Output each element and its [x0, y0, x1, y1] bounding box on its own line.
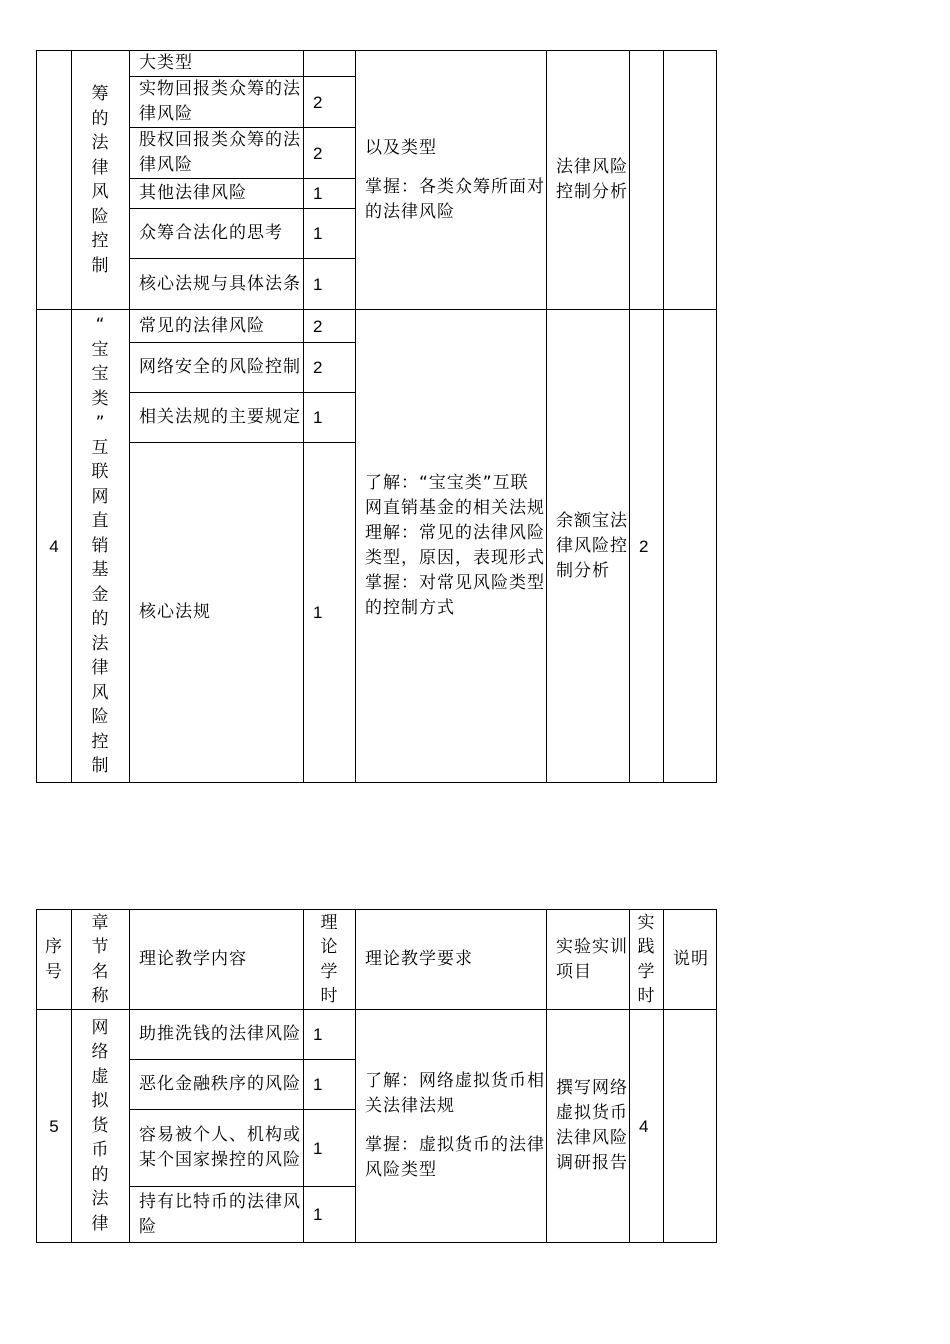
- hours-cell: 2: [304, 128, 356, 179]
- hours-cell: [304, 51, 356, 77]
- header-content: 理论教学内容: [130, 910, 304, 1010]
- content-cell: 相关法规的主要规定: [130, 393, 304, 443]
- requirement-text: 掌握：虚拟货币的法律风险类型: [365, 1135, 545, 1180]
- content-cell: 众筹合法化的思考: [130, 209, 304, 259]
- hours-cell: 1: [304, 1110, 356, 1187]
- header-project: 实验实训项目: [547, 910, 630, 1010]
- content-cell: 持有比特币的法律风险: [130, 1187, 304, 1243]
- project-cell: 撰写网络虚拟货币法律风险调研报告: [547, 1010, 630, 1243]
- practice-hours-cell: 2: [630, 310, 664, 783]
- header-row: [37, 910, 717, 1010]
- content-cell: 核心法规与具体法条: [130, 259, 304, 310]
- content-cell: 容易被个人、机构或某个国家操控的风险: [130, 1110, 304, 1187]
- hours-cell: 1: [304, 1187, 356, 1243]
- practice-hours-cell: 4: [630, 1010, 664, 1243]
- requirement-text: 掌握：各类众筹所面对的法律风险: [365, 176, 545, 222]
- content-cell: 大类型: [130, 51, 304, 77]
- seq-cell: 4: [37, 310, 72, 783]
- note-cell: [664, 51, 717, 310]
- table-row: [37, 1010, 717, 1060]
- content-cell: 恶化金融秩序的风险: [130, 1060, 304, 1110]
- header-hours: 理论学时: [304, 910, 356, 1010]
- hours-cell: 2: [304, 77, 356, 128]
- requirement-text: 以及类型: [365, 137, 437, 158]
- header-seq: 序号: [37, 910, 72, 1010]
- content-cell: 网络安全的风险控制: [130, 343, 304, 393]
- header-practice: 实践学时: [630, 910, 664, 1010]
- header-chapter: 章节名称: [72, 910, 130, 1010]
- note-cell: [664, 1010, 717, 1243]
- requirement-text: 了解：“宝宝类”互联网直销基金的相关法规: [365, 473, 545, 518]
- project-cell: 法律风险控制分析: [547, 51, 630, 310]
- course-table: [36, 909, 717, 1243]
- project-cell: 余额宝法律风险控制分析: [547, 310, 630, 783]
- content-cell: 核心法规: [130, 443, 304, 783]
- content-cell: 常见的法律风险: [130, 310, 304, 343]
- practice-hours-cell: [630, 51, 664, 310]
- hours-cell: 1: [304, 179, 356, 209]
- content-cell: 助推洗钱的法律风险: [130, 1010, 304, 1060]
- hours-cell: 2: [304, 343, 356, 393]
- header-note: 说明: [664, 910, 717, 1010]
- requirement-cell: [356, 1010, 547, 1243]
- hours-cell: 1: [304, 393, 356, 443]
- content-cell: 其他法律风险: [130, 179, 304, 209]
- hours-cell: 1: [304, 1010, 356, 1060]
- requirement-text: 了解：网络虚拟货币相关法律法规: [365, 1071, 545, 1116]
- hours-cell: 1: [304, 1060, 356, 1110]
- chapter-name-cell: 筹的法律风险控制: [72, 51, 130, 310]
- header-requirement: 理论教学要求: [356, 910, 547, 1010]
- hours-cell: 1: [304, 209, 356, 259]
- chapter-name-cell: 网络虚拟货币的法律: [72, 1010, 130, 1243]
- hours-cell: 1: [304, 443, 356, 783]
- requirement-cell: [356, 310, 547, 783]
- requirement-cell: [356, 51, 547, 310]
- chapter-name-cell: “宝宝类”互联网直销基金的法律风险控制: [72, 310, 130, 783]
- requirement-text: 理解：常见的法律风险类型，原因，表现形式: [365, 523, 545, 568]
- seq-cell: [37, 51, 72, 310]
- hours-cell: 1: [304, 259, 356, 310]
- hours-cell: 2: [304, 310, 356, 343]
- table-row: [37, 51, 717, 77]
- content-cell: 实物回报类众筹的法律风险: [130, 77, 304, 128]
- note-cell: [664, 310, 717, 783]
- table-row: [37, 310, 717, 343]
- course-table-continued: [36, 50, 717, 783]
- content-cell: 股权回报类众筹的法律风险: [130, 128, 304, 179]
- requirement-text: 掌握：对常见风险类型的控制方式: [365, 573, 545, 618]
- seq-cell: 5: [37, 1010, 72, 1243]
